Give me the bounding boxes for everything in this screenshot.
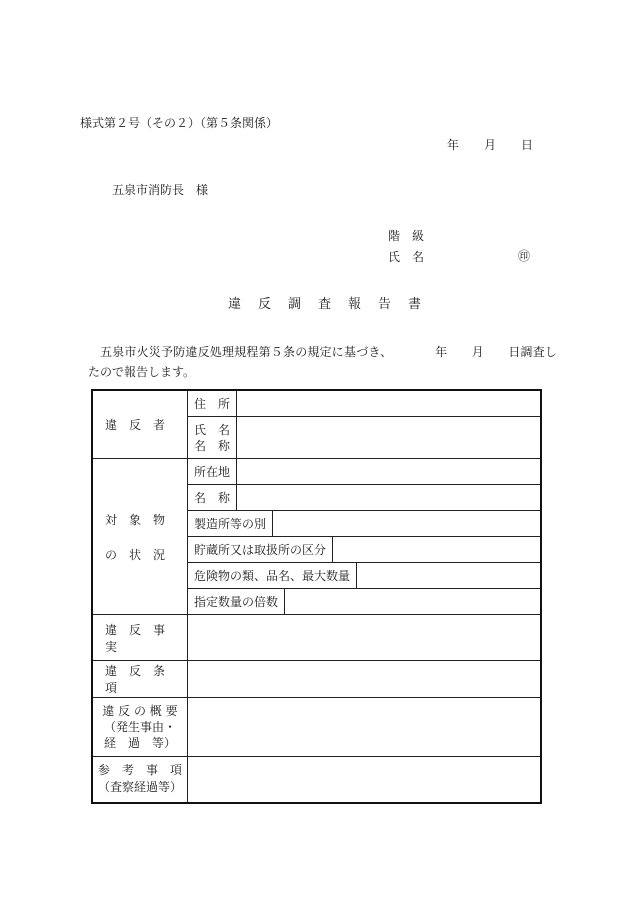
object-hazmat-value[interactable] [357, 563, 540, 588]
violation-articles-value[interactable] [188, 661, 542, 698]
violation-summary-label-1: 違 反 の 概 要 [102, 704, 178, 718]
reporter-name-row [388, 251, 530, 263]
object-location-label: 所在地 [188, 459, 237, 484]
remarks-label-1: 参 考 事 項 [97, 763, 182, 778]
object-multiple-value[interactable] [285, 589, 540, 614]
violation-summary-label-2: （発生事由・ [103, 720, 176, 734]
violator-name-label [188, 417, 237, 458]
violation-summary-value[interactable] [188, 698, 542, 757]
report-table [91, 389, 542, 804]
object-label-line-1 [105, 511, 175, 528]
date-day-label: 日 [520, 138, 533, 152]
violation-articles-label-text: 違 反 条 項 [105, 664, 178, 695]
violator-address-value[interactable] [237, 391, 540, 416]
object-facility-cell [188, 511, 542, 537]
violator-address-row [92, 390, 541, 417]
violation-facts-label-cell [92, 615, 188, 661]
object-storage-value[interactable] [333, 537, 540, 562]
violator-name-value[interactable] [237, 417, 540, 458]
violator-address-label: 住 所 [188, 391, 237, 416]
violation-summary-label-3: 経 過 等） [103, 736, 176, 750]
object-label-text-1: 対 象 物 [105, 512, 166, 527]
violator-name-label-2: 名 称 [194, 438, 231, 453]
violator-name-cell [188, 417, 542, 459]
object-name-value[interactable] [237, 485, 540, 510]
violator-name-label-1: 氏 名 [194, 422, 231, 437]
violation-articles-label [93, 662, 187, 696]
violation-facts-row [92, 615, 541, 661]
violation-facts-label [93, 621, 187, 655]
violator-label-cell [92, 390, 188, 459]
remarks-label-cell [92, 757, 188, 803]
object-multiple-label: 指定数量の倍数 [188, 589, 285, 614]
violation-summary-row [92, 698, 541, 757]
violation-facts-label-text: 違 反 事 実 [105, 622, 178, 654]
body-line-2: たので報告します。 [88, 365, 196, 379]
remarks-value[interactable] [188, 757, 542, 803]
name-label: 氏 名 [388, 250, 425, 264]
remarks-label [93, 762, 187, 796]
report-date [447, 139, 533, 151]
object-hazmat-label: 危険物の類、品名、最大数量 [188, 563, 357, 588]
document-title: 違反調査報告書 [228, 297, 439, 312]
object-facility-label: 製造所等の別 [188, 511, 273, 536]
violation-articles-label-cell [92, 661, 188, 698]
violation-facts-value[interactable] [188, 615, 542, 661]
object-label-cell [92, 459, 188, 615]
date-month-label: 月 [483, 138, 496, 152]
form-number: 様式第２号（その２）（第５条関係） [80, 116, 279, 130]
addressee: 五泉市消防長 様 [112, 183, 209, 197]
object-storage-cell [188, 537, 542, 563]
object-label-line-2 [105, 546, 175, 563]
object-storage-label: 貯蔵所又は取扱所の区分 [188, 537, 333, 562]
object-name-label: 名 称 [188, 485, 237, 510]
violation-articles-row [92, 661, 541, 698]
body-text [88, 342, 558, 382]
violation-summary-label [93, 703, 187, 751]
object-hazmat-cell [188, 563, 542, 589]
violator-address-cell [188, 390, 542, 417]
rank-label: 階 級 [388, 229, 425, 243]
object-name-cell [188, 485, 542, 511]
remarks-row [92, 757, 541, 803]
seal-icon: ㊞ [517, 249, 530, 263]
violator-label [93, 391, 187, 458]
object-location-value[interactable] [237, 459, 540, 484]
remarks-label-2: （査察経過等） [97, 780, 182, 795]
object-label [93, 459, 187, 614]
violator-label-text: 違 反 者 [105, 418, 166, 432]
object-location-cell [188, 459, 542, 485]
object-multiple-cell [188, 589, 542, 615]
object-label-text-2: の 状 況 [105, 547, 166, 562]
violation-summary-label-cell [92, 698, 188, 757]
date-year-label: 年 [447, 138, 460, 152]
body-line-1: 五泉市火災予防違反処理規程第５条の規定に基づき、 年 月 日調査し [100, 345, 558, 359]
object-facility-value[interactable] [273, 511, 540, 536]
object-location-row [92, 459, 541, 485]
